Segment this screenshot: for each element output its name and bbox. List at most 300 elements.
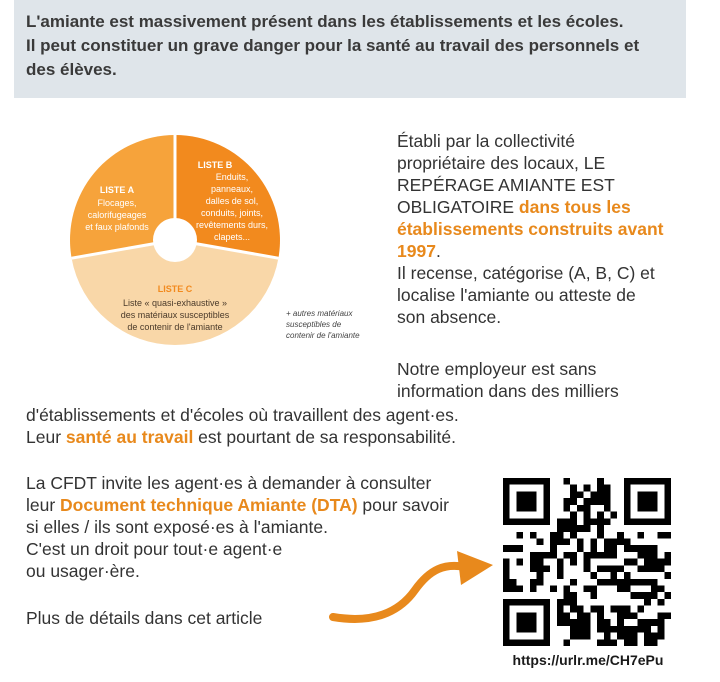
qr-module	[530, 599, 537, 606]
qr-module	[584, 565, 591, 572]
qr-module	[516, 559, 523, 566]
qr-module	[651, 498, 658, 505]
qr-module	[644, 518, 651, 525]
text-line: Établi par la collectivité	[397, 131, 575, 151]
qr-module	[510, 545, 517, 552]
liste-c-title: LISTE C	[157, 284, 193, 294]
qr-module	[651, 633, 658, 640]
qr-module	[651, 478, 658, 485]
qr-module	[570, 518, 577, 525]
qr-module	[577, 606, 584, 613]
qr-module	[570, 606, 577, 613]
qr-module	[537, 478, 544, 485]
qr-module	[644, 565, 651, 572]
qr-module	[664, 485, 671, 492]
qr-module	[570, 592, 577, 599]
qr-module	[664, 518, 671, 525]
qr-module	[604, 491, 611, 498]
qr-module	[570, 633, 577, 640]
qr-module	[644, 592, 651, 599]
qr-module	[510, 639, 517, 646]
qr-module	[597, 525, 604, 532]
qr-module	[503, 478, 510, 485]
qr-module	[550, 586, 557, 593]
qr-module	[611, 538, 618, 545]
qr-module	[510, 478, 517, 485]
qr-module	[590, 498, 597, 505]
qr-module	[658, 599, 665, 606]
qr-module	[637, 552, 644, 559]
qr-module	[537, 572, 544, 579]
qr-module	[590, 606, 597, 613]
qr-module	[590, 518, 597, 525]
qr-module	[597, 518, 604, 525]
qr-module	[543, 512, 550, 519]
qr-module	[570, 525, 577, 532]
qr-module	[537, 559, 544, 566]
qr-module	[651, 552, 658, 559]
qr-module	[530, 552, 537, 559]
qr-module	[523, 599, 530, 606]
liste-b-text: conduits, joints,	[200, 208, 264, 218]
qr-module	[590, 592, 597, 599]
qr-module	[550, 552, 557, 559]
qr-module	[510, 586, 517, 593]
liste-c-text: de contenir de l'amiante	[127, 322, 223, 332]
qr-module	[523, 612, 530, 619]
qr-module	[604, 485, 611, 492]
qr-module	[597, 478, 604, 485]
qr-module	[503, 612, 510, 619]
qr-module	[644, 559, 651, 566]
qr-module	[651, 639, 658, 646]
qr-module	[570, 498, 577, 505]
qr-module	[543, 626, 550, 633]
text-segment: OBLIGATOIRE	[397, 197, 519, 217]
qr-module	[597, 565, 604, 572]
qr-module	[503, 545, 510, 552]
qr-module	[611, 552, 618, 559]
text-segment: est pourtant de sa responsabilité.	[193, 427, 456, 447]
qr-module	[557, 599, 564, 606]
qr-module	[584, 626, 591, 633]
text-line: propriétaire des locaux, LE	[397, 153, 606, 173]
liste-c-text: Liste « quasi-exhaustive »	[122, 298, 228, 308]
qr-module	[516, 518, 523, 525]
qr-module	[617, 606, 624, 613]
qr-module	[557, 525, 564, 532]
qr-module	[570, 619, 577, 626]
text-line	[26, 494, 496, 516]
qr-module	[543, 612, 550, 619]
qr-module	[503, 572, 510, 579]
highlight-text: santé au travail	[65, 427, 194, 447]
intro-line: Il peut constituer un grave danger pour la santé au travail des personnels et	[26, 36, 640, 55]
qr-module	[664, 552, 671, 559]
qr-module	[651, 545, 658, 552]
qr-module	[503, 586, 510, 593]
qr-module	[570, 491, 577, 498]
qr-module	[611, 639, 618, 646]
qr-module	[624, 586, 631, 593]
qr-module	[624, 572, 631, 579]
qr-module	[617, 619, 624, 626]
qr-module	[631, 612, 638, 619]
qr-module	[557, 612, 564, 619]
qr-module	[530, 619, 537, 626]
qr-module	[516, 639, 523, 646]
qr-module	[557, 518, 564, 525]
text-line: REPÉRAGE AMIANTE EST	[397, 175, 615, 195]
other-materials-note: susceptibles de	[286, 320, 342, 329]
qr-module	[543, 498, 550, 505]
qr-module	[604, 538, 611, 545]
qr-module	[664, 559, 671, 566]
qr-module	[604, 498, 611, 505]
intro-line: L'amiante est massivement présent dans les établissements et les écoles.	[26, 12, 624, 31]
qr-module	[543, 565, 550, 572]
qr-module	[537, 538, 544, 545]
qr-module	[570, 512, 577, 519]
qr-module	[563, 639, 570, 646]
qr-module	[617, 565, 624, 572]
qr-module	[516, 491, 523, 498]
qr-module	[503, 559, 510, 566]
text-segment: Leur	[26, 427, 66, 447]
qr-module	[543, 639, 550, 646]
qr-module	[631, 626, 638, 633]
qr-module	[658, 478, 665, 485]
liste-a-text: Flocages,	[97, 198, 137, 208]
qr-module	[523, 518, 530, 525]
qr-module	[644, 505, 651, 512]
qr-module	[631, 639, 638, 646]
qr-module	[523, 639, 530, 646]
qr-module	[523, 491, 530, 498]
qr-module	[570, 579, 577, 586]
qr-module	[631, 518, 638, 525]
qr-module	[590, 545, 597, 552]
qr-module	[624, 491, 631, 498]
qr-module	[577, 525, 584, 532]
liste-a-text: et faux plafonds	[85, 222, 149, 232]
qr-module	[617, 633, 624, 640]
qr-module	[530, 626, 537, 633]
intro-line: des élèves.	[26, 60, 117, 79]
qr-module	[530, 612, 537, 619]
qr-module	[570, 599, 577, 606]
qr-module	[624, 579, 631, 586]
qr-code-icon[interactable]	[503, 478, 671, 646]
qr-module	[597, 626, 604, 633]
qr-module	[597, 552, 604, 559]
qr-module	[597, 498, 604, 505]
qr-module	[624, 626, 631, 633]
qr-module	[644, 552, 651, 559]
qr-module	[604, 518, 611, 525]
qr-module	[563, 538, 570, 545]
qr-module	[510, 579, 517, 586]
qr-module	[543, 478, 550, 485]
qr-module	[644, 579, 651, 586]
qr-module	[617, 579, 624, 586]
qr-module	[523, 505, 530, 512]
qr-module	[624, 538, 631, 545]
asbestos-lists-diagram	[60, 130, 380, 350]
qr-module	[631, 633, 638, 640]
qr-module	[516, 599, 523, 606]
qr-module	[537, 565, 544, 572]
qr-module	[503, 606, 510, 613]
highlight-text: Document technique Amiante (DTA)	[60, 495, 358, 515]
qr-module	[604, 552, 611, 559]
qr-module	[557, 606, 564, 613]
qr-module	[563, 599, 570, 606]
text-line: Il recense, catégorise (A, B, C) et	[397, 263, 655, 283]
qr-module	[557, 572, 564, 579]
qr-module	[530, 478, 537, 485]
qr-module	[631, 592, 638, 599]
qr-module	[577, 505, 584, 512]
qr-module	[503, 626, 510, 633]
qr-module	[664, 572, 671, 579]
text-segment: pour savoir	[357, 495, 449, 515]
qr-module	[597, 579, 604, 586]
qr-module	[611, 579, 618, 586]
qr-module	[637, 565, 644, 572]
qr-module	[584, 559, 591, 566]
text-line: ou usager·ère.	[26, 561, 140, 581]
qr-module	[651, 619, 658, 626]
qr-module	[543, 619, 550, 626]
qr-module	[597, 532, 604, 539]
diagram-center	[153, 218, 197, 262]
qr-module	[658, 626, 665, 633]
text-line: si elles / ils sont exposé·es à l'amiante.	[26, 517, 328, 537]
text-line	[26, 426, 546, 448]
qr-module	[604, 505, 611, 512]
text-line: La CFDT invite les agent·es à demander à consulter	[26, 473, 432, 493]
qr-module	[530, 518, 537, 525]
qr-module	[637, 532, 644, 539]
qr-module	[664, 612, 671, 619]
liste-b-text: Enduits,	[215, 172, 249, 182]
qr-module	[597, 485, 604, 492]
qr-module	[651, 579, 658, 586]
qr-module	[557, 532, 564, 539]
qr-module	[597, 512, 604, 519]
qr-module	[543, 505, 550, 512]
qr-module	[631, 579, 638, 586]
qr-module	[516, 586, 523, 593]
qr-module	[597, 606, 604, 613]
liste-b-text: dalles de sol,	[205, 196, 259, 206]
qr-module	[516, 619, 523, 626]
qr-module	[637, 545, 644, 552]
qr-module	[530, 579, 537, 586]
qr-module	[617, 532, 624, 539]
asbestos-survey-paragraph	[397, 130, 697, 328]
qr-module	[590, 552, 597, 559]
qr-module	[557, 565, 564, 572]
qr-module	[577, 612, 584, 619]
qr-module	[611, 565, 618, 572]
qr-url[interactable]: https://urlr.me/CH7ePu	[512, 652, 664, 668]
qr-module	[577, 538, 584, 545]
qr-module	[624, 612, 631, 619]
qr-module	[637, 619, 644, 626]
qr-module	[503, 498, 510, 505]
qr-module	[503, 485, 510, 492]
qr-module	[590, 572, 597, 579]
qr-module	[530, 559, 537, 566]
qr-module	[637, 505, 644, 512]
qr-module	[611, 626, 618, 633]
qr-module	[617, 538, 624, 545]
text-segment: .	[435, 241, 441, 261]
liste-b-text: clapets...	[213, 232, 251, 242]
qr-module	[537, 639, 544, 646]
qr-module	[644, 633, 651, 640]
qr-module	[516, 478, 523, 485]
qr-module	[637, 606, 644, 613]
qr-module	[624, 559, 631, 566]
qr-module	[503, 579, 510, 586]
qr-module	[631, 559, 638, 566]
qr-module	[570, 552, 577, 559]
qr-module	[658, 586, 665, 593]
qr-module	[644, 639, 651, 646]
highlight-text: 1997	[397, 241, 436, 261]
qr-module	[563, 592, 570, 599]
qr-module	[523, 478, 530, 485]
qr-module	[523, 498, 530, 505]
qr-module	[516, 532, 523, 539]
qr-module	[570, 532, 577, 539]
qr-module	[604, 545, 611, 552]
qr-module	[570, 485, 577, 492]
qr-module	[530, 498, 537, 505]
qr-module	[584, 619, 591, 626]
qr-module	[604, 619, 611, 626]
qr-module	[664, 498, 671, 505]
qr-module	[563, 552, 570, 559]
qr-module	[537, 518, 544, 525]
qr-module	[658, 619, 665, 626]
qr-module	[664, 532, 671, 539]
qr-module	[624, 505, 631, 512]
qr-module	[637, 579, 644, 586]
qr-module	[563, 505, 570, 512]
qr-module	[604, 633, 611, 640]
qr-module	[651, 586, 658, 593]
liste-c-text: des matériaux susceptibles	[120, 310, 230, 320]
text-line: C'est un droit pour tout·e agent·e	[26, 539, 283, 559]
qr-module	[543, 599, 550, 606]
text-line: Notre employeur est sans	[397, 359, 597, 379]
qr-module	[658, 559, 665, 566]
qr-module	[604, 626, 611, 633]
qr-module	[516, 612, 523, 619]
qr-module	[584, 518, 591, 525]
qr-module	[537, 579, 544, 586]
liste-b-text: panneaux,	[210, 184, 254, 194]
qr-module	[651, 565, 658, 572]
qr-module	[624, 606, 631, 613]
qr-module	[658, 518, 665, 525]
qr-module	[516, 505, 523, 512]
arrow-icon	[325, 545, 505, 630]
other-materials-note: + autres matériaux	[286, 309, 353, 318]
qr-module	[510, 518, 517, 525]
qr-module	[530, 639, 537, 646]
qr-module	[577, 633, 584, 640]
qr-module	[563, 619, 570, 626]
liste-b-text: revêtements durs,	[195, 220, 269, 230]
qr-module	[644, 619, 651, 626]
qr-module	[557, 619, 564, 626]
qr-module	[597, 639, 604, 646]
qr-module	[516, 626, 523, 633]
qr-module	[577, 491, 584, 498]
qr-module	[543, 633, 550, 640]
qr-module	[557, 559, 564, 566]
qr-module	[503, 633, 510, 640]
qr-module	[570, 626, 577, 633]
qr-module	[530, 532, 537, 539]
qr-module	[537, 599, 544, 606]
qr-module	[530, 586, 537, 593]
qr-module	[503, 491, 510, 498]
qr-module	[570, 559, 577, 566]
qr-module	[658, 633, 665, 640]
qr-module	[577, 545, 584, 552]
qr-module	[590, 538, 597, 545]
qr-module	[631, 545, 638, 552]
qr-module	[624, 478, 631, 485]
qr-module	[584, 498, 591, 505]
qr-module	[597, 491, 604, 498]
text-line: information dans des milliers	[397, 381, 619, 401]
qr-module	[644, 626, 651, 633]
qr-module	[550, 538, 557, 545]
qr-module	[637, 491, 644, 498]
qr-module	[543, 485, 550, 492]
qr-module	[563, 525, 570, 532]
qr-module	[664, 592, 671, 599]
qr-module	[658, 565, 665, 572]
qr-module	[651, 559, 658, 566]
qr-module	[597, 612, 604, 619]
qr-module	[624, 518, 631, 525]
qr-module	[651, 592, 658, 599]
qr-module	[563, 612, 570, 619]
qr-module	[577, 619, 584, 626]
liste-b-title: LISTE B	[197, 160, 233, 170]
qr-module	[664, 505, 671, 512]
other-materials-note: contenir de l'amiante	[286, 331, 360, 340]
qr-module	[637, 498, 644, 505]
employer-paragraph-start	[397, 358, 697, 402]
qr-module	[510, 599, 517, 606]
qr-module	[611, 572, 618, 579]
qr-module	[624, 633, 631, 640]
qr-module	[637, 518, 644, 525]
qr-module	[584, 633, 591, 640]
qr-module	[658, 612, 665, 619]
qr-module	[563, 518, 570, 525]
qr-module	[644, 545, 651, 552]
